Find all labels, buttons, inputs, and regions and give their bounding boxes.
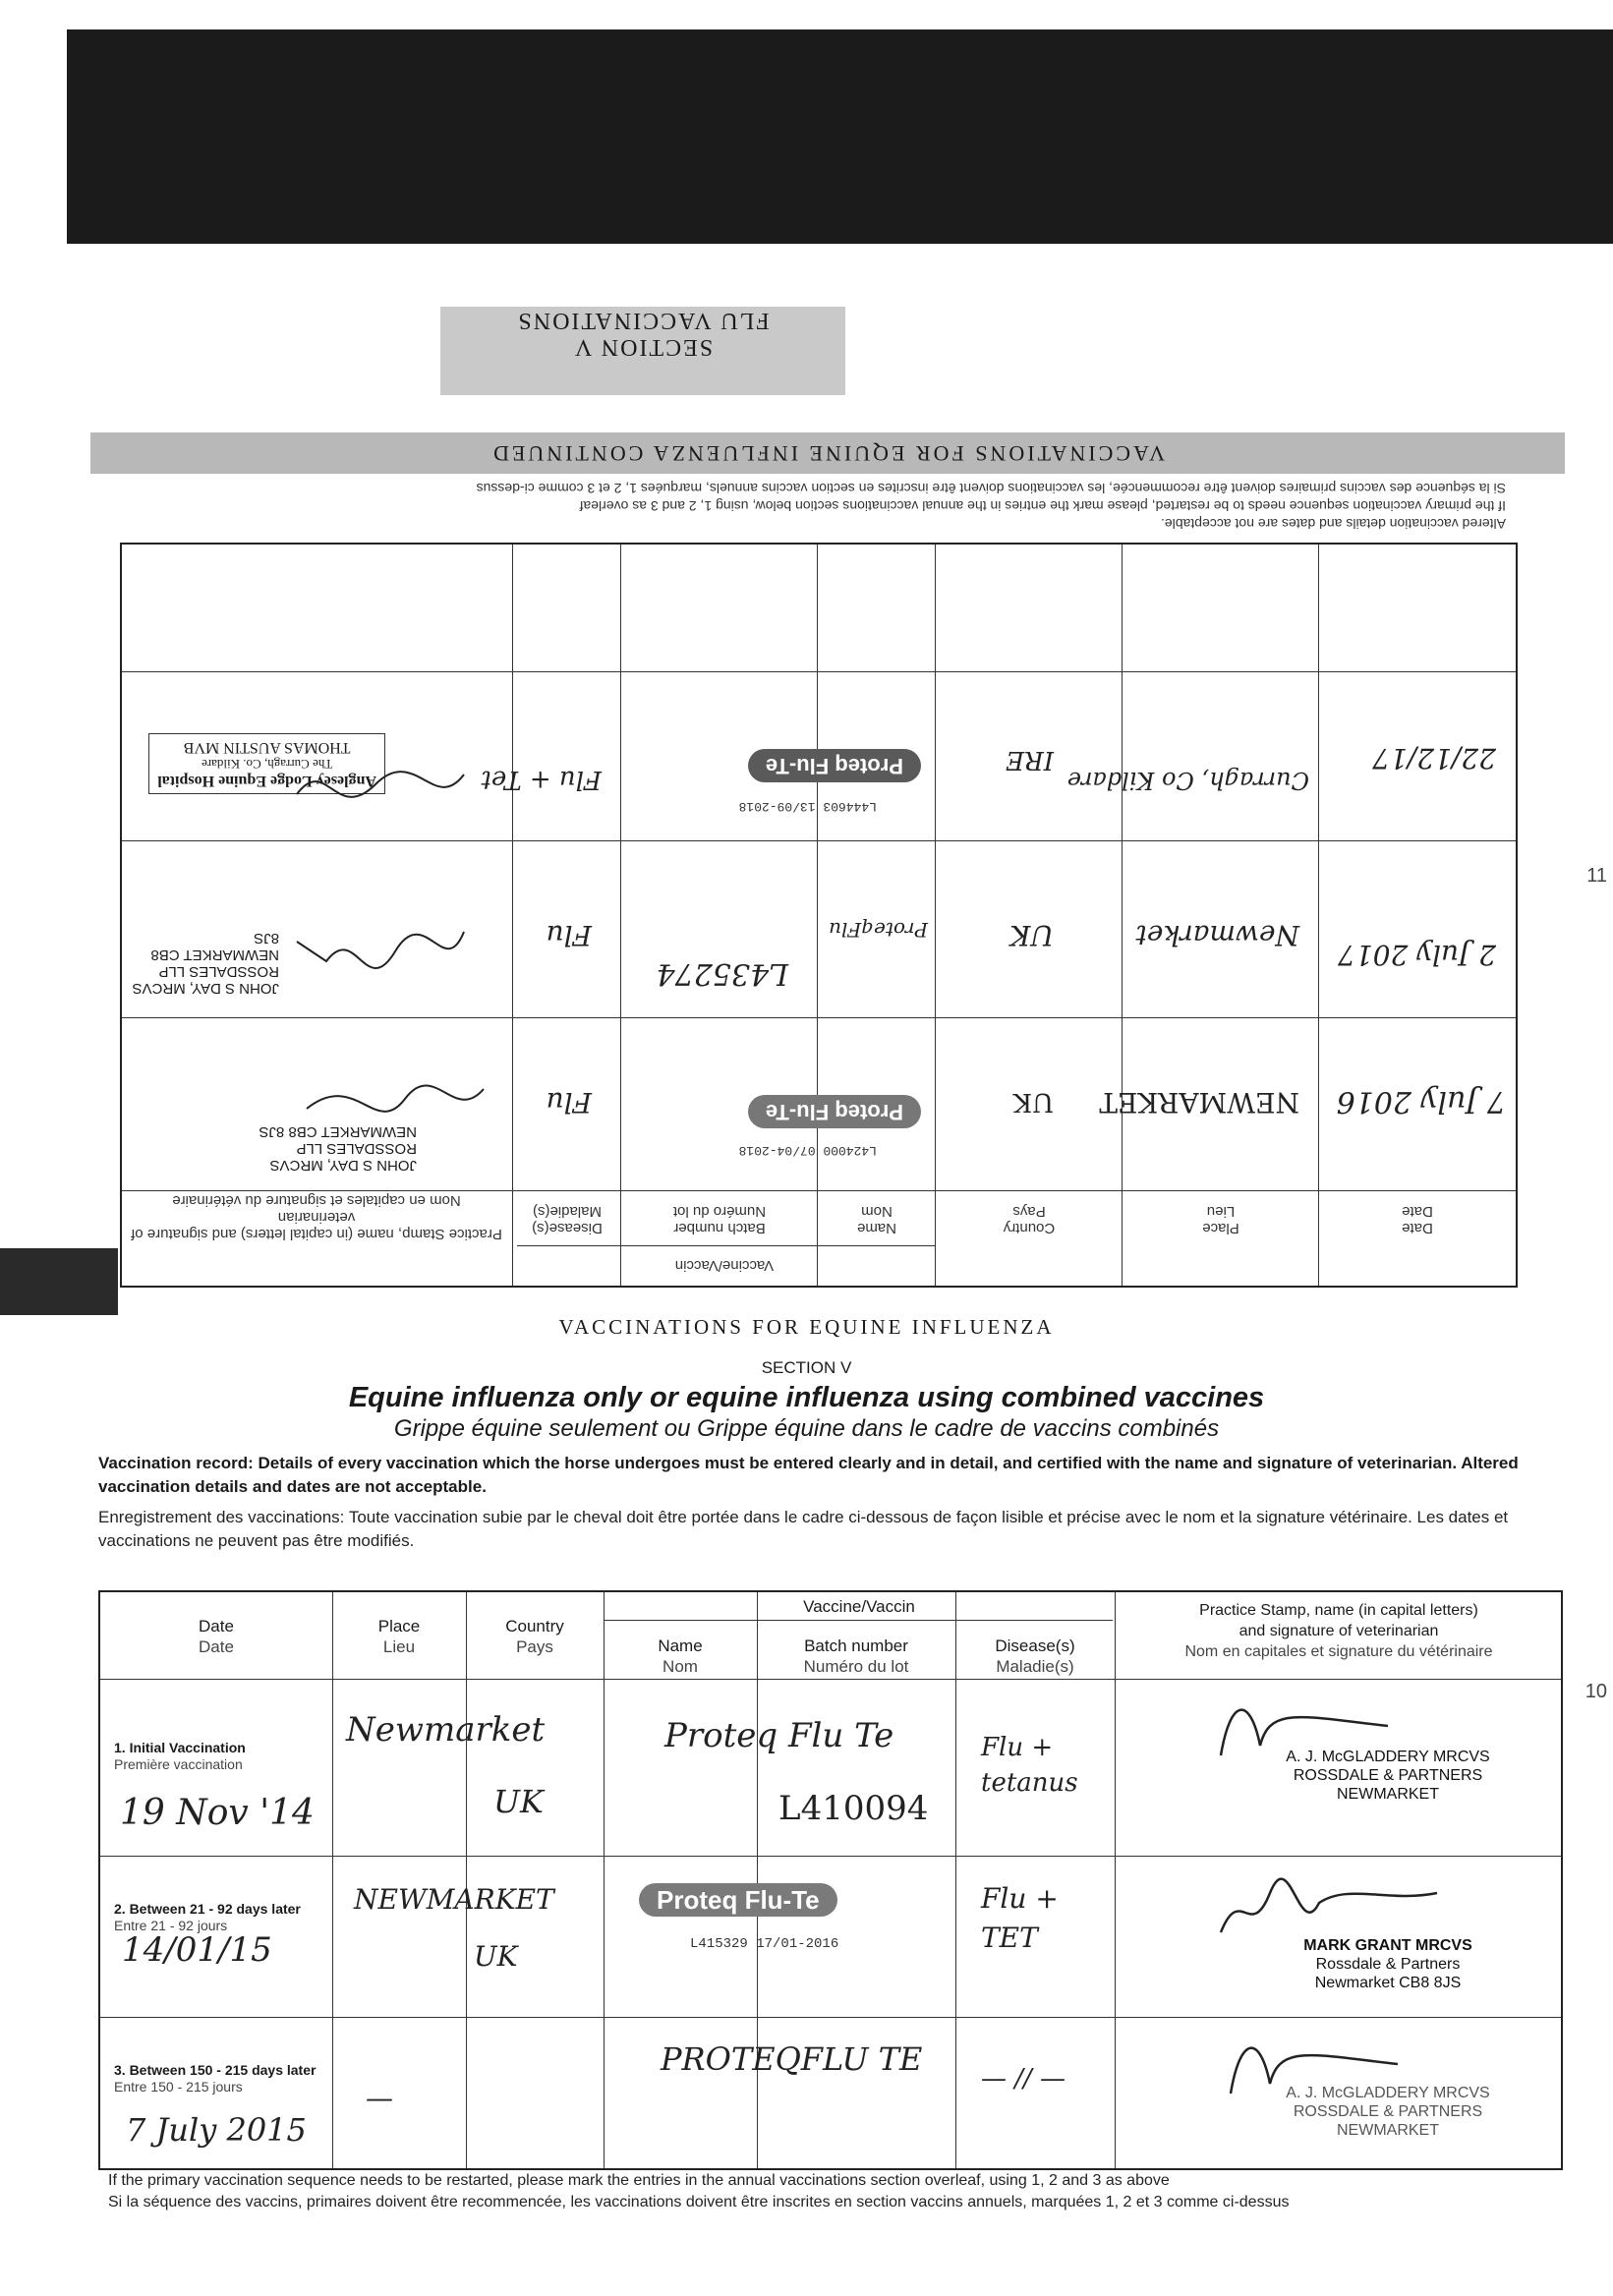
upper-row2-signature <box>287 892 474 991</box>
upper-row1-stamp: JOHN S DAY, MRCVS ROSSDALES LLP NEWMARKET CB8 8JS <box>251 1119 425 1177</box>
lower-row1-batch: L410094 <box>778 1789 929 1828</box>
upper-row3-disease: Flu + Tet <box>481 765 602 794</box>
record-instructions-en: Vaccination record: Details of every vaccination which the horse undergoes must be entered clearly and in detail, and certified with the name and signature of veterinarian. Altered vaccination details and dates are not acceptable. <box>98 1454 1519 1496</box>
lower-row3-date: 7 July 2015 <box>126 2111 307 2149</box>
upper-header-vaccine: Vaccine/Vaccin <box>674 1257 775 1274</box>
flu-vaccinations-box <box>440 307 845 395</box>
lower-header-country: Country Pays <box>505 1617 564 1656</box>
lower-row2-country: UK <box>474 1940 518 1973</box>
lower-row2-batch: L415329 17/01-2016 <box>690 1936 839 1952</box>
upper-row1-signature <box>297 1050 493 1128</box>
lower-row1-place: Newmarket <box>346 1710 546 1750</box>
lower-row3-stamp: A. J. McGLADDERY MRCVS ROSSDALE & PARTNERS NEWMARKET <box>1286 2085 1490 2139</box>
upper-row1-vaccine-label: Proteq Flu-Te <box>748 1095 921 1128</box>
redacted-header-bar <box>67 29 1613 244</box>
lower-header-name: Name Nom <box>658 1636 703 1676</box>
box-title-line2: SECTION V <box>572 334 714 360</box>
lower-row1-country: UK <box>493 1783 544 1820</box>
upper-row2-place: Newmarket <box>1135 919 1299 951</box>
lower-row2-place: NEWMARKET <box>354 1883 554 1916</box>
lower-row2-vaccine: Proteq Flu-Te <box>639 1883 837 1917</box>
upper-row1-country: UK <box>1012 1087 1054 1117</box>
lower-header-date: Date Date <box>199 1617 234 1656</box>
margin-mark-top: 11 <box>1586 865 1607 887</box>
section-title: Equine influenza only or equine influenza using combined vaccines <box>348 1382 1265 1413</box>
upper-heading: VACCINATIONS FOR EQUINE INFLUENZA CONTINUED <box>90 432 1565 474</box>
margin-mark-bottom: 10 <box>1584 1681 1607 1702</box>
upper-row1-date: 7 July 2016 <box>1336 1084 1506 1119</box>
lower-row1-vaccine: Proteq Flu Te <box>664 1716 894 1755</box>
lower-vaccination-table <box>98 1590 1563 2170</box>
lower-row1-date: 19 Nov '14 <box>120 1793 315 1833</box>
upper-row1-disease: Flu <box>546 1086 592 1119</box>
lower-row2-stamp: MARK GRANT MRCVS Rossdale & Partners Newmarket CB8 8JS <box>1303 1937 1472 1991</box>
upper-header-date: Date Date <box>1402 1203 1433 1236</box>
upper-inverted-section <box>61 423 1575 1288</box>
footnote-fr: Si la séquence des vaccins, primaires doivent être recommencée, les vaccinations doivent être inscrites en section vaccins annuels, marquées 1, 2 et 3 comme ci-dessus <box>108 2194 1290 2210</box>
lower-row3-place: — <box>366 2082 393 2114</box>
upper-header-country: Country Pays <box>1003 1203 1056 1236</box>
upper-row3-country: IRE <box>1006 745 1054 775</box>
lower-row3-vaccine: PROTEQFLU TE <box>661 2040 923 2078</box>
section-label: SECTION V <box>761 1358 852 1377</box>
lower-header-stamp: Practice Stamp, name (in capital letters) and signature of veterinarian Nom en capitales et signature du vétérinaire <box>1184 1602 1493 1660</box>
upper-row2-date: 2 July 2017 <box>1338 939 1496 971</box>
upper-row3-signature <box>287 725 474 824</box>
upper-row3-vaccine-label: Proteq Flu-Te <box>748 749 921 782</box>
lower-heading: VACCINATIONS FOR EQUINE INFLUENZA <box>558 1315 1055 1339</box>
lower-header-disease: Disease(s) Maladie(s) <box>995 1636 1075 1676</box>
upper-row2-vaccine-label: ProteqFlu <box>829 918 928 942</box>
lower-header-batch: Batch number Numéro du lot <box>803 1636 909 1676</box>
footnote-en: If the primary vaccination sequence needs to be restarted, please mark the entries in the annual vaccinations section overleaf, using 1, 2 and 3 as above <box>108 2172 1170 2189</box>
lower-row2-date: 14/01/15 <box>122 1930 272 1970</box>
upper-header-name: Name Nom <box>857 1203 897 1236</box>
box-title-line1: FLU VACCINATIONS <box>516 308 770 333</box>
lower-row1-disease: Flu + tetanus <box>981 1733 1078 1798</box>
upper-row2-stamp: JOHN S DAY, MRCVS ROSSDALES LLP NEWMARKET CB8 8JS <box>122 926 287 1001</box>
upper-row2-country: UK <box>1009 919 1054 951</box>
upper-row1-batch: L424000 07/04-2018 <box>738 1143 877 1158</box>
lower-row3-disease: — // — <box>981 2064 1066 2094</box>
upper-row3-date: 22/12/17 <box>1372 742 1496 775</box>
upper-row3-stamp: Anglesey Lodge Equine Hospital The Curragh, Co. Kildare THOMAS AUSTIN MVB <box>148 733 385 794</box>
lower-row1-label: 1. Initial Vaccination Première vaccination <box>114 1740 246 1772</box>
section-title-fr: Grippe équine seulement ou Grippe équine dans le cadre de vaccins combinés <box>393 1415 1220 1442</box>
upper-row3-batch: L444603 13/09-2018 <box>738 799 877 814</box>
upper-row3-place: Curragh, Co Kildare <box>1066 767 1309 794</box>
record-instructions-fr: Enregistrement des vaccinations: Toute vaccination subie par le cheval doit être portée dans le cadre ci-dessous de façon lisible et précise avec le nom et la signature vétérinaire. Les dates et vaccinations ne peuvent pas être modifiés. <box>98 1508 1509 1550</box>
upper-row2-batch: L435274 <box>656 956 788 991</box>
upper-header-stamp: Practice Stamp, name (in capital letters) and signature of veterinarian Nom en capitales et signature du vétérinaire <box>131 1192 502 1242</box>
upper-row2-disease: Flu <box>546 919 592 951</box>
upper-row1-place: NEWMARKET <box>1099 1086 1299 1119</box>
lower-row1-stamp: A. J. McGLADDERY MRCVS ROSSDALE & PARTNERS NEWMARKET <box>1286 1749 1490 1803</box>
upper-notes: Altered vaccination details and dates are not acceptable. If the primary vaccination sequence needs to be restarted, please mark the entries in the annual vaccinations section below, using 1, 2 and 3 as overleaf Si la séquence des vaccins primaires doivent être recommencée, les vaccinations doivent être inscrites en section vaccins annuels, marquées 1, 2 et 3 comme ci-dessus <box>476 481 1506 532</box>
upper-header-disease: Disease(s) Maladie(s) <box>532 1203 603 1236</box>
upper-vaccination-table <box>120 543 1518 1288</box>
upper-header-batch: Batch number Numéro du lot <box>672 1203 767 1236</box>
lower-header-vaccine: Vaccine/Vaccin <box>803 1597 915 1616</box>
lower-row2-disease: Flu + TET <box>981 1882 1059 1954</box>
lower-header-place: Place Lieu <box>377 1617 421 1656</box>
lower-row2-label: 2. Between 21 - 92 days later Entre 21 - 92 jours <box>114 1901 301 1933</box>
upper-header-place: Place Lieu <box>1202 1203 1239 1236</box>
lower-row3-label: 3. Between 150 - 215 days later Entre 150 - 215 jours <box>114 2062 317 2095</box>
